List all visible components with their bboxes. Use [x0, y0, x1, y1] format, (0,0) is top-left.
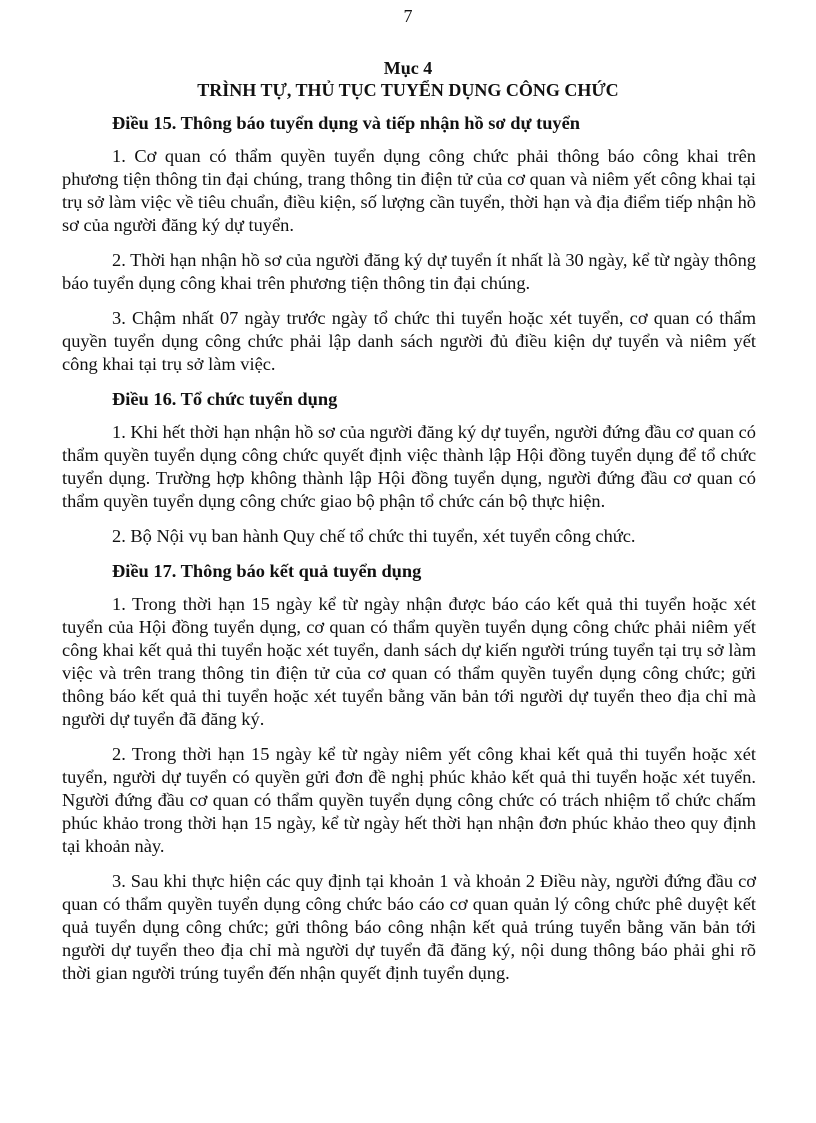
article-16 [62, 388, 756, 548]
paragraph: 3. Sau khi thực hiện các quy định tại khoản 1 và khoản 2 Điều này, người đứng đầu cơ quan có thẩm quyền tuyển dụng công chức báo cáo cơ quan quản lý công chức phê duyệt kết quả tuyển dụng công chức; gửi thông báo công nhận kết quả trúng tuyển bằng văn bản tới người dự tuyển theo địa chỉ mà người dự tuyển đã đăng ký, nội dung thông báo phải ghi rõ thời gian người trúng tuyển đến nhận quyết định tuyển dụng. [62, 871, 756, 983]
article-17 [62, 560, 756, 985]
document-body [62, 112, 756, 997]
paragraph: 1. Khi hết thời hạn nhận hồ sơ của người đăng ký dự tuyển, người đứng đầu cơ quan có thẩm quyền tuyển dụng công chức quyết định việc thành lập Hội đồng tuyển dụng để tổ chức tuyển dụng. Trường hợp không thành lập Hội đồng tuyển dụng, người đứng đầu cơ quan có thẩm quyền tuyển dụng công chức giao bộ phận tổ chức cán bộ thực hiện. [62, 422, 756, 511]
paragraph: 3. Chậm nhất 07 ngày trước ngày tổ chức thi tuyển hoặc xét tuyển, cơ quan có thẩm quyền tuyển dụng công chức phải lập danh sách người đủ điều kiện dự tuyển và niêm yết công khai tại trụ sở làm việc. [62, 308, 756, 374]
paragraph: 1. Trong thời hạn 15 ngày kể từ ngày nhận được báo cáo kết quả thi tuyển hoặc xét tuyển của Hội đồng tuyển dụng, cơ quan có thẩm quyền tuyển dụng công chức phải niêm yết công khai kết quả thi tuyển hoặc xét tuyển, danh sách dự kiến người trúng tuyển tại trụ sở làm việc và trên trang thông tin điện tử của cơ quan có thẩm quyền tuyển dụng công chức; gửi thông báo kết quả thi tuyển hoặc xét tuyển bằng văn bản tới người dự tuyển theo địa chỉ mà người dự tuyển đã đăng ký. [62, 594, 756, 729]
paragraph: 2. Trong thời hạn 15 ngày kể từ ngày niêm yết công khai kết quả thi tuyển hoặc xét tuyển, người dự tuyển có quyền gửi đơn đề nghị phúc khảo kết quả thi tuyển hoặc xét tuyển. Người đứng đầu cơ quan có thẩm quyền tuyển dụng công chức có trách nhiệm tổ chức chấm phúc khảo trong thời hạn 15 ngày, kể từ ngày hết thời hạn nhận đơn phúc khảo theo quy định tại khoản này. [62, 744, 756, 856]
article-heading: Điều 17. Thông báo kết quả tuyển dụng [112, 561, 422, 581]
section-title: TRÌNH TỰ, THỦ TỤC TUYỂN DỤNG CÔNG CHỨC [197, 80, 619, 100]
paragraph: 2. Bộ Nội vụ ban hành Quy chế tổ chức thi tuyển, xét tuyển công chức. [112, 526, 636, 546]
article-heading: Điều 15. Thông báo tuyển dụng và tiếp nhận hồ sơ dự tuyển [112, 113, 581, 133]
article-heading: Điều 16. Tổ chức tuyển dụng [112, 389, 338, 409]
paragraph: 2. Thời hạn nhận hồ sơ của người đăng ký dự tuyển ít nhất là 30 ngày, kể từ ngày thông báo tuyển dụng công khai trên phương tiện thông tin đại chúng. [62, 250, 756, 293]
page-number: 7 [403, 6, 413, 26]
paragraph: 1. Cơ quan có thẩm quyền tuyển dụng công chức phải thông báo công khai trên phương tiện thông tin đại chúng, trang thông tin điện tử của cơ quan và niêm yết công khai tại trụ sở làm việc về tiêu chuẩn, điều kiện, số lượng cần tuyển, thời hạn và địa điểm tiếp nhận hồ sơ của người đăng ký dự tuyển. [62, 146, 756, 235]
section-label: Mục 4 [383, 58, 433, 78]
article-15 [62, 112, 756, 376]
